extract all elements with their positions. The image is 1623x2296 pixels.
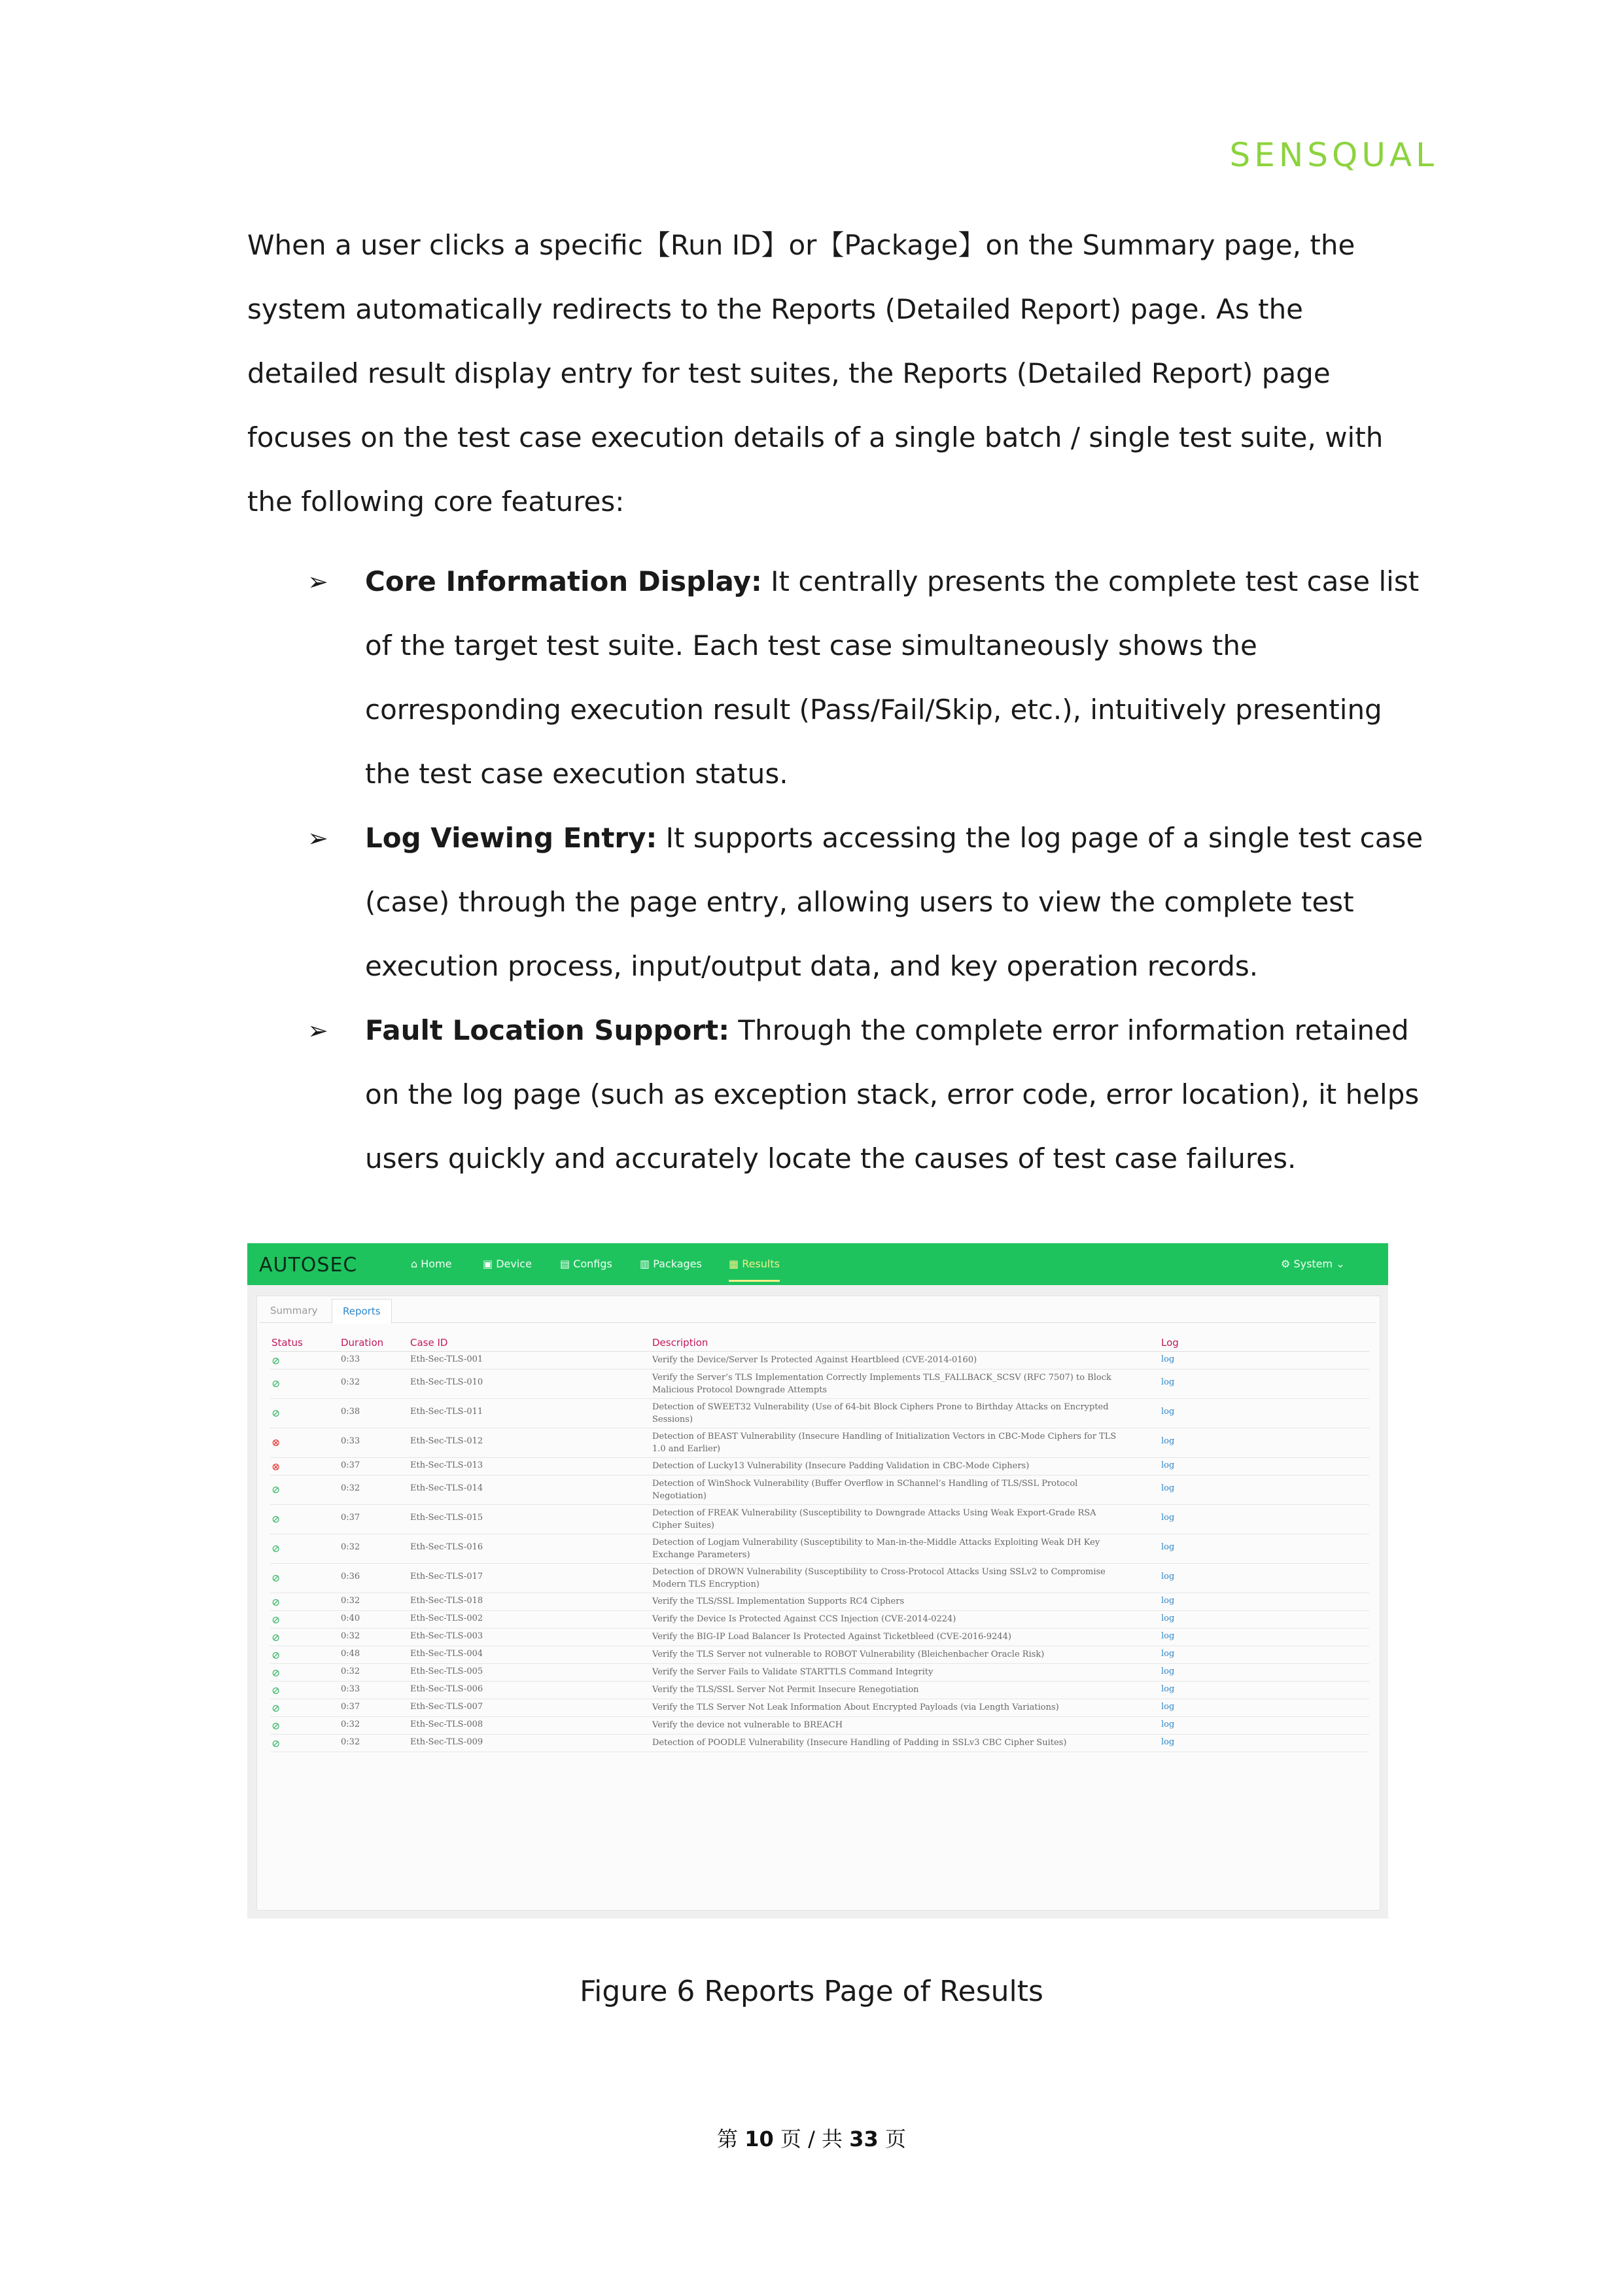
case-id-cell: Eth-Sec-TLS-002 xyxy=(410,1614,483,1623)
duration-cell: 0:32 xyxy=(341,1667,360,1676)
col-duration[interactable]: Duration xyxy=(341,1337,384,1349)
duration-cell: 0:38 xyxy=(341,1407,360,1417)
table-row xyxy=(270,1534,1369,1564)
duration-cell: 0:37 xyxy=(341,1702,360,1712)
case-id-cell: Eth-Sec-TLS-007 xyxy=(410,1702,483,1712)
arrow-bullet-icon: ➢ xyxy=(307,824,328,853)
col-status[interactable]: Status xyxy=(271,1337,303,1349)
case-id-cell: Eth-Sec-TLS-008 xyxy=(410,1720,483,1729)
description-cell: Verify the BIG-IP Load Balancer Is Protected Against Ticketbleed (CVE-2016-9244) xyxy=(652,1632,1011,1642)
table-row xyxy=(270,1682,1369,1699)
case-id-cell: Eth-Sec-TLS-018 xyxy=(410,1596,483,1606)
pass-status-icon: ⊘ xyxy=(271,1684,281,1697)
duration-cell: 0:36 xyxy=(341,1572,360,1581)
col-description[interactable]: Description xyxy=(652,1337,708,1349)
log-link[interactable]: log xyxy=(1161,1407,1175,1417)
reports-panel xyxy=(256,1296,1380,1911)
system-menu[interactable]: ⚙ System ⌄ xyxy=(1281,1258,1345,1270)
feature-title: Fault Location Support: xyxy=(365,1014,729,1046)
pass-status-icon: ⊘ xyxy=(271,1737,281,1750)
duration-cell: 0:40 xyxy=(341,1614,360,1623)
pass-status-icon: ⊘ xyxy=(271,1513,281,1525)
arrow-bullet-icon: ➢ xyxy=(307,567,328,596)
table-row xyxy=(270,1593,1369,1611)
feature-title: Core Information Display: xyxy=(365,565,762,597)
pass-status-icon: ⊘ xyxy=(271,1649,281,1661)
log-link[interactable]: log xyxy=(1161,1572,1175,1581)
pass-status-icon: ⊘ xyxy=(271,1702,281,1714)
duration-cell: 0:37 xyxy=(341,1513,360,1523)
feature-text: Through the complete error information retained on the log page (such as exception stack, error code, error location), it helps users quickly and accurately locate the causes of test case failures. xyxy=(365,1014,1420,1174)
table-row xyxy=(270,1717,1369,1735)
case-id-cell: Eth-Sec-TLS-010 xyxy=(410,1377,483,1387)
intro-paragraph: When a user clicks a specific【Run ID】or【Package】on the Summary page, the system automatically redirects to the Reports (Detailed Report) page. As the detailed result display entry for test suites, the Reports (Detailed Report) page focuses on the test case execution details of a single batch / single test suite, with the following core features: xyxy=(247,229,1384,518)
duration-cell: 0:32 xyxy=(341,1483,360,1493)
log-link[interactable]: log xyxy=(1161,1377,1175,1387)
duration-cell: 0:32 xyxy=(341,1720,360,1729)
feature-title: Log Viewing Entry: xyxy=(365,822,657,854)
device-icon: ▣ xyxy=(483,1258,497,1270)
results-icon: ▦ xyxy=(729,1258,742,1270)
tab-bar xyxy=(260,1299,1376,1323)
feature-text: It centrally presents the complete test case list of the target test suite. Each test case simultaneously shows the corresponding execution result (Pass/Fail/Skip, etc.), intuitively presenting the test case execution status. xyxy=(365,565,1420,790)
log-link[interactable]: log xyxy=(1161,1513,1175,1523)
feature-item-fault-location xyxy=(307,998,1433,1191)
pass-status-icon: ⊘ xyxy=(271,1354,281,1367)
description-cell: Detection of BEAST Vulnerability (Insecure Handling of Initialization Vectors in CBC-Mode Ciphers for TLS 1.0 and Earlier) xyxy=(652,1432,1117,1454)
table-header xyxy=(270,1337,1369,1352)
table-row xyxy=(270,1352,1369,1369)
log-link[interactable]: log xyxy=(1161,1460,1175,1470)
log-link[interactable]: log xyxy=(1161,1631,1175,1641)
description-cell: Verify the TLS/SSL Server Not Permit Insecure Renegotiation xyxy=(652,1685,919,1695)
pass-status-icon: ⊘ xyxy=(271,1483,281,1496)
description-cell: Detection of WinShock Vulnerability (Buffer Overflow in SChannel’s Handling of TLS/SSL Protocol Negotiation) xyxy=(652,1479,1078,1501)
chevron-down-icon: ⌄ xyxy=(1333,1258,1345,1270)
duration-cell: 0:33 xyxy=(341,1436,360,1446)
pass-status-icon: ⊘ xyxy=(271,1407,281,1419)
feature-item-core-info xyxy=(307,550,1433,806)
log-link[interactable]: log xyxy=(1161,1702,1175,1712)
feature-text: It supports accessing the log page of a single test case (case) through the page entry, allowing users to view the complete test execution process, input/output data, and key operation records. xyxy=(365,822,1423,982)
page-total: 33 xyxy=(849,2127,879,2151)
description-cell: Verify the Device/Server Is Protected Against Heartbleed (CVE-2014-0160) xyxy=(652,1355,977,1365)
tab-summary[interactable]: Summary xyxy=(270,1305,318,1316)
nav-device[interactable]: ▣ Device xyxy=(483,1258,532,1270)
company-logo: SENSQUAL xyxy=(1229,136,1438,174)
case-id-cell: Eth-Sec-TLS-016 xyxy=(410,1542,483,1552)
log-link[interactable]: log xyxy=(1161,1684,1175,1694)
description-cell: Detection of POODLE Vulnerability (Insecure Handling of Padding in SSLv3 CBC Cipher Suites) xyxy=(652,1738,1067,1748)
pass-status-icon: ⊘ xyxy=(271,1720,281,1732)
pass-status-icon: ⊘ xyxy=(271,1614,281,1626)
description-cell: Verify the device not vulnerable to BREACH xyxy=(652,1720,843,1730)
home-icon: ⌂ xyxy=(411,1258,421,1270)
table-row xyxy=(270,1458,1369,1475)
table-row xyxy=(270,1735,1369,1752)
log-link[interactable]: log xyxy=(1161,1542,1175,1552)
duration-cell: 0:32 xyxy=(341,1631,360,1641)
pass-status-icon: ⊘ xyxy=(271,1631,281,1644)
pass-status-icon: ⊘ xyxy=(271,1596,281,1608)
pass-status-icon: ⊘ xyxy=(271,1377,281,1390)
figure-caption: Figure 6 Reports Page of Results xyxy=(580,1975,1043,2008)
description-cell: Detection of Logjam Vulnerability (Susceptibility to Man-in-the-Middle Attacks Exploiting Weak DH Key Exchange Parameters) xyxy=(652,1538,1100,1560)
nav-packages[interactable]: ▥ Packages xyxy=(640,1258,702,1270)
description-cell: Verify the TLS Server Not Leak Information About Encrypted Payloads (via Length Variations) xyxy=(652,1703,1059,1712)
log-link[interactable]: log xyxy=(1161,1483,1175,1493)
case-id-cell: Eth-Sec-TLS-015 xyxy=(410,1513,483,1523)
duration-cell: 0:33 xyxy=(341,1354,360,1364)
gear-icon: ⚙ xyxy=(1281,1258,1294,1270)
feature-list xyxy=(307,550,1433,1191)
description-cell: Detection of FREAK Vulnerability (Susceptibility to Downgrade Attacks Using Weak Export-Grade RSA Cipher Suites) xyxy=(652,1508,1096,1530)
duration-cell: 0:32 xyxy=(341,1377,360,1387)
configs-icon: ▤ xyxy=(560,1258,574,1270)
log-link[interactable]: log xyxy=(1161,1649,1175,1659)
case-id-cell: Eth-Sec-TLS-013 xyxy=(410,1460,483,1470)
duration-cell: 0:33 xyxy=(341,1684,360,1694)
nav-configs[interactable]: ▤ Configs xyxy=(560,1258,612,1270)
duration-cell: 0:37 xyxy=(341,1460,360,1470)
fail-status-icon: ⊗ xyxy=(271,1436,281,1449)
col-log[interactable]: Log xyxy=(1161,1337,1179,1349)
top-navbar xyxy=(247,1243,1388,1285)
case-id-cell: Eth-Sec-TLS-005 xyxy=(410,1667,483,1676)
table-row xyxy=(270,1505,1369,1534)
case-id-cell: Eth-Sec-TLS-012 xyxy=(410,1436,483,1446)
table-row xyxy=(270,1399,1369,1428)
page-footer: 第 10 页 / 共 33 页 xyxy=(717,2127,906,2151)
results-table xyxy=(270,1337,1369,1752)
description-cell: Verify the Device Is Protected Against CCS Injection (CVE-2014-0224) xyxy=(652,1614,956,1624)
description-cell: Verify the Server’s TLS Implementation Correctly Implements TLS_FALLBACK_SCSV (RFC 7507) to Block Malicious Protocol Downgrade Attempts xyxy=(652,1373,1111,1395)
case-id-cell: Eth-Sec-TLS-017 xyxy=(410,1572,483,1581)
case-id-cell: Eth-Sec-TLS-003 xyxy=(410,1631,483,1641)
table-row xyxy=(270,1564,1369,1593)
log-link[interactable]: log xyxy=(1161,1596,1175,1606)
case-id-cell: Eth-Sec-TLS-011 xyxy=(410,1407,483,1417)
pass-status-icon: ⊘ xyxy=(271,1667,281,1679)
table-row xyxy=(270,1699,1369,1717)
reports-page-screenshot xyxy=(247,1243,1388,1918)
log-link[interactable]: log xyxy=(1161,1737,1175,1747)
table-row xyxy=(270,1646,1369,1664)
description-cell: Detection of DROWN Vulnerability (Susceptibility to Cross-Protocol Attacks Using SSLv2 to Compromise Modern TLS Encryption) xyxy=(652,1567,1106,1589)
log-link[interactable]: log xyxy=(1161,1614,1175,1623)
fail-status-icon: ⊗ xyxy=(271,1460,281,1473)
pass-status-icon: ⊘ xyxy=(271,1542,281,1555)
case-id-cell: Eth-Sec-TLS-006 xyxy=(410,1684,483,1694)
nav-results[interactable]: ▦ Results xyxy=(729,1258,780,1282)
duration-cell: 0:32 xyxy=(341,1737,360,1747)
description-cell: Detection of Lucky13 Vulnerability (Insecure Padding Validation in CBC-Mode Ciphers) xyxy=(652,1461,1030,1471)
tab-reports[interactable]: Reports xyxy=(332,1299,392,1324)
duration-cell: 0:32 xyxy=(341,1542,360,1552)
table-row xyxy=(270,1664,1369,1682)
table-row xyxy=(270,1611,1369,1629)
table-row xyxy=(270,1369,1369,1399)
log-link[interactable]: log xyxy=(1161,1354,1175,1364)
log-link[interactable]: log xyxy=(1161,1720,1175,1729)
description-cell: Verify the Server Fails to Validate STARTTLS Command Integrity xyxy=(652,1667,934,1677)
description-cell: Detection of SWEET32 Vulnerability (Use of 64-bit Block Ciphers Prone to Birthday Attacks on Encrypted Sessions) xyxy=(652,1402,1109,1424)
page-number: 10 xyxy=(744,2127,774,2151)
duration-cell: 0:48 xyxy=(341,1649,360,1659)
col-case-id[interactable]: Case ID xyxy=(410,1337,448,1349)
description-cell: Verify the TLS Server not vulnerable to ROBOT Vulnerability (Bleichenbacher Oracle Risk) xyxy=(652,1650,1045,1659)
case-id-cell: Eth-Sec-TLS-004 xyxy=(410,1649,483,1659)
case-id-cell: Eth-Sec-TLS-014 xyxy=(410,1483,483,1493)
case-id-cell: Eth-Sec-TLS-009 xyxy=(410,1737,483,1747)
app-brand[interactable]: AUTOSEC xyxy=(259,1254,358,1277)
pass-status-icon: ⊘ xyxy=(271,1572,281,1584)
log-link[interactable]: log xyxy=(1161,1436,1175,1446)
table-row xyxy=(270,1629,1369,1646)
table-row xyxy=(270,1475,1369,1505)
duration-cell: 0:32 xyxy=(341,1596,360,1606)
table-row xyxy=(270,1428,1369,1458)
feature-item-log-viewing xyxy=(307,806,1433,998)
arrow-bullet-icon: ➢ xyxy=(307,1016,328,1045)
case-id-cell: Eth-Sec-TLS-001 xyxy=(410,1354,483,1364)
log-link[interactable]: log xyxy=(1161,1667,1175,1676)
description-cell: Verify the TLS/SSL Implementation Supports RC4 Ciphers xyxy=(652,1597,905,1606)
nav-home[interactable]: ⌂ Home xyxy=(411,1258,452,1270)
packages-icon: ▥ xyxy=(640,1258,654,1270)
